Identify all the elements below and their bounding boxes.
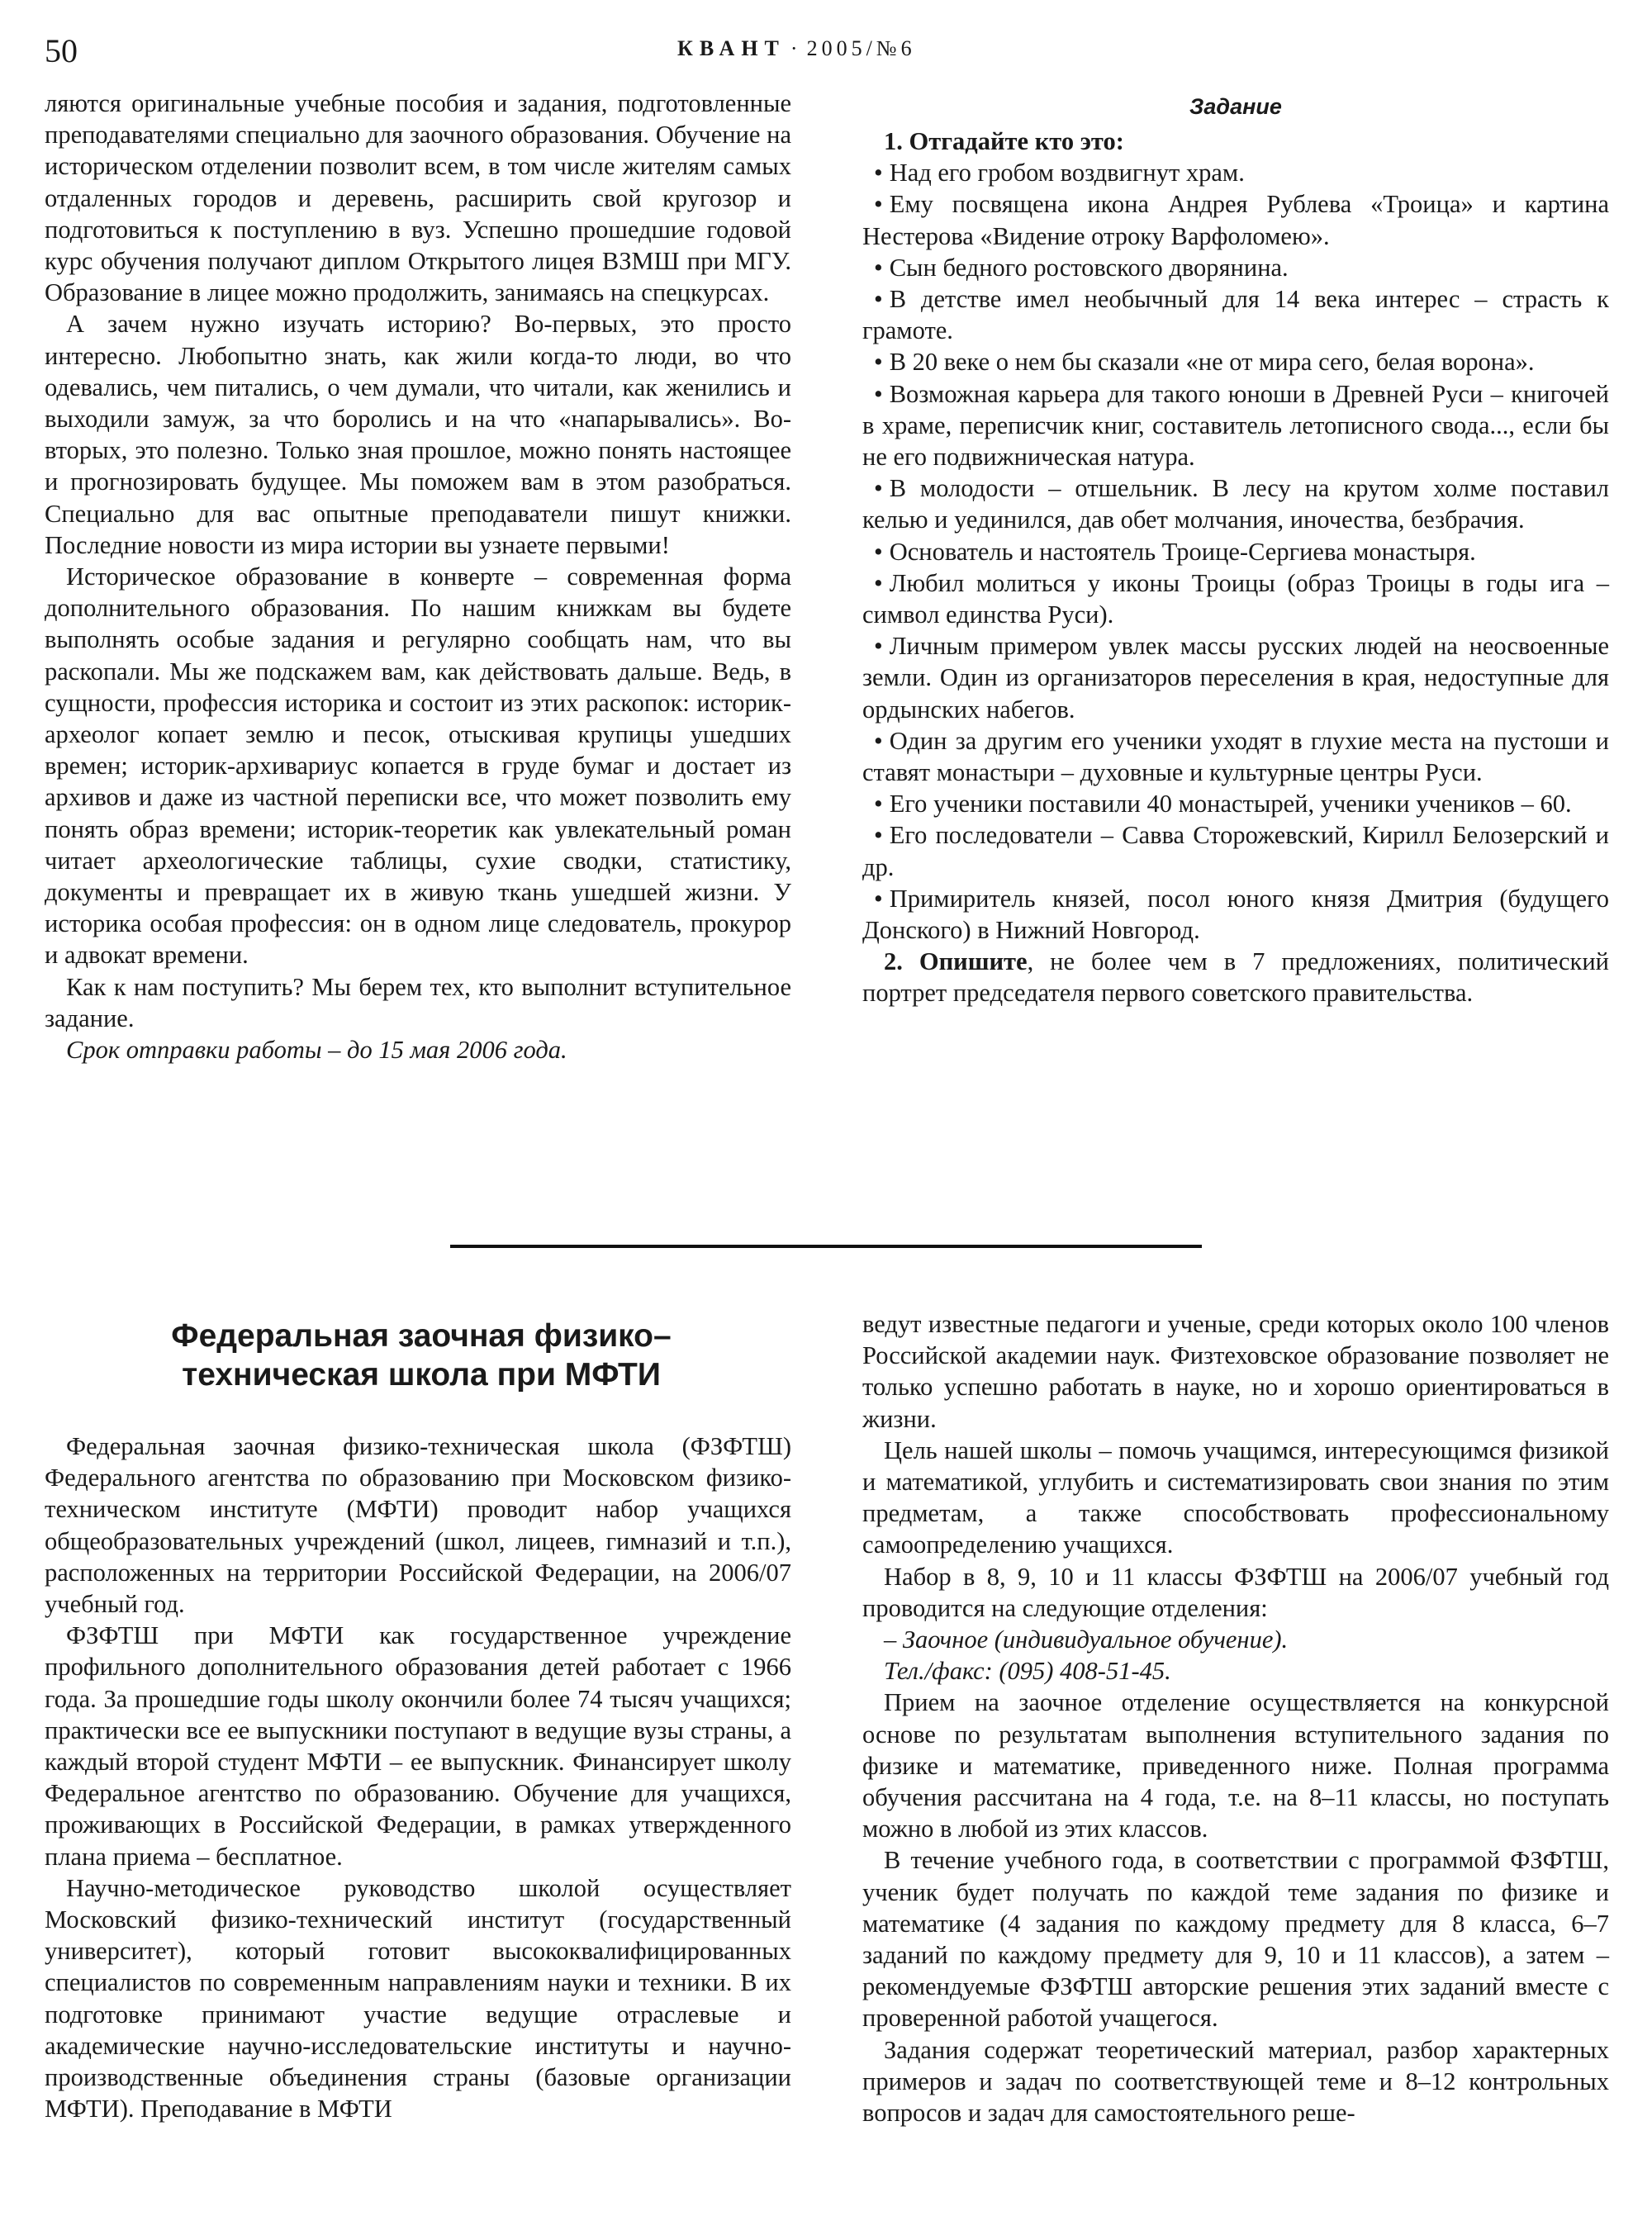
paragraph: ведут известные педагоги и ученые, среди которых около 100 членов Российской академии наук. Физтеховское образование позволяет не только успешно работать в науке, но и хорошо ориентироваться в жизни. xyxy=(862,1310,1609,1433)
issue-number: 2005/№6 xyxy=(806,36,916,60)
header-separator: · xyxy=(790,36,802,60)
clue-item: • Личным примером увлек массы русских людей на неосвоенные земли. Один из организаторов переселения в края, недоступные для ордынских набегов. xyxy=(862,632,1609,724)
bullet-icon: • xyxy=(874,790,883,819)
magazine-name: КВАНТ xyxy=(677,36,786,60)
paragraph: Историческое образование в конверте – современная форма дополнительного образования. По нашим книжкам вы будете выполнять особые задания и регулярно сообщать нам, что вы раскопали. Мы же подскажем вам, как действовать дальше. Ведь, в сущности, профессия историка и состоит из этих раскопок: историк-археолог копает землю и песок, отыскивая крупицы ушедших времен; историк-архивариус копается в груде бумаг и достает из архивов и даже из частной переписки все, что может позволить ему понять образ времени; историк-теоретик как увлекательный роман читает археологические таблицы, сухие сводки, статистику, документы и превращает их в живую ткань ушедшей жизни. У историка особая профессия: он в одном лице следователь, прокурор и адвокат времени. xyxy=(45,562,791,970)
paragraph: Как к нам поступить? Мы берем тех, кто выполнит вступительное задание. xyxy=(45,972,791,1032)
paragraph: Федеральная заочная физико-техническая школа (ФЗФТШ) Федерального агентства по образованию при Московском физико-техническом институте (МФТИ) проводит набор учащихся общеобразовательных учреждений (школ, лицеев, гимназий и т.п.), расположенных на территории Российской Федерации, на 2006/07 учебный год. xyxy=(45,1432,791,1619)
bullet-icon: • xyxy=(874,726,883,755)
page-number: 50 xyxy=(45,32,78,69)
clue-item: • Возможная карьера для такого юноши в Древней Руси – книгочей в храме, переписчик книг, составитель летописного свода..., если бы не его подвижническая натура. xyxy=(862,379,1609,472)
clue-item: • Любил молиться у иконы Троицы (образ Троицы в годы ига – символ единства Руси). xyxy=(862,568,1609,629)
article-title: Федеральная заочная физико– техническая школа при МФТИ xyxy=(171,1318,672,1393)
paragraph: А зачем нужно изучать историю? Во-первых, это просто интересно. Любопытно знать, как жили когда-то люди, во что одевались, чем питались, о чем думали, что читали, как женились и выходили замуж, за что боролись и на что «напарывались». Во-вторых, это полезно. Только зная прошлое, можно понять настоящее и прогнозировать будущее. Мы поможем вам в этом разобраться. Специально для вас опытные преподаватели пишут книжки. Последние новости из мира истории вы узнаете первыми! xyxy=(45,310,791,559)
clue-item: • Основатель и настоятель Троице-Сергиева монастыря. xyxy=(874,537,1476,566)
paragraph: В течение учебного года, в соответствии с программой ФЗФТШ, ученик будет получать по каждой теме задания по физике и математике (4 задания по каждому предмету для 8 класса, 6–7 заданий по каждому предмету для 9, 10 и 11 классов), а затем – рекомендуемые ФЗФТШ авторские решения этих заданий вместе с проверенной работой учащегося. xyxy=(862,1846,1609,2033)
bullet-icon: • xyxy=(874,348,883,377)
clue-list xyxy=(862,157,1609,946)
paragraph: Научно-методическое руководство школой осуществляет Московский физико-технический институт (государственный университет), который готовит высококвалифицированных специалистов по современным направлениям науки и техники. В их подготовке принимают участие ведущие отраслевые и академические научно-исследовательские институты и научно-производственные объединения страны (базовые организации МФТИ). Преподавание в МФТИ xyxy=(45,1873,791,2123)
bullet-icon: • xyxy=(874,568,883,597)
clue-item: • В детстве имел необычный для 14 века интерес – страсть к грамоте. xyxy=(862,285,1609,345)
clue-item: • Сын бедного ростовского дворянина. xyxy=(874,253,1289,282)
clue-item: • В молодости – отшельник. В лесу на крутом холме поставил келью и уединился, дав обет молчания, иночества, безбрачия. xyxy=(862,474,1609,534)
running-header xyxy=(677,36,916,61)
history-column xyxy=(45,88,791,1065)
clue-item: • Ему посвящена икона Андрея Рублева «Троица» и картина Нестерова «Видение отроку Варфоломею». xyxy=(862,190,1609,250)
paragraph: Цель нашей школы – помочь учащимся, интересующимся физикой и математикой, углубить и систематизировать свои знания по этим предметам, а также способствовать профессиональному самоопределению учащихся. xyxy=(862,1435,1609,1559)
clue-item: • Его ученики поставили 40 монастырей, ученики учеников – 60. xyxy=(874,790,1572,819)
task-heading: Задание xyxy=(1189,94,1282,119)
bullet-icon: • xyxy=(874,884,883,913)
section-divider xyxy=(450,1245,1202,1248)
bullet-icon: • xyxy=(874,474,883,503)
paragraph: ФЗФТШ при МФТИ как государственное учреждение профильного дополнительного образования детей работает с 1966 года. За прошедшие годы школу окончили более 74 тысяч учащихся; практически все ее выпускники поступают в ведущие вузы страны, а каждый второй студент МФТИ – ее выпускник. Финансирует школу Федеральное агентство по образованию. Обучение для учащихся, проживающих в Российской Федерации, в рамках утвержденного плана приема – бесплатное. xyxy=(45,1621,791,1871)
task-column xyxy=(862,91,1609,1009)
clue-item: • Один за другим его ученики уходят в глухие места на пустоши и ставят монастыри – духовные и культурные центры Руси. xyxy=(862,726,1609,787)
clue-item: • Над его гробом воздвигнут храм. xyxy=(874,159,1245,187)
question-2-text: , не более чем в 7 предложениях, политический портрет председателя первого советского правительства. xyxy=(862,947,1609,1008)
bullet-icon: • xyxy=(874,379,883,408)
paragraph: Набор в 8, 9, 10 и 11 классы ФЗФТШ на 2006/07 учебный год проводится на следующие отделения: xyxy=(862,1562,1609,1622)
bullet-icon: • xyxy=(874,253,883,282)
clue-item: • В 20 веке о нем бы сказали «не от мира сего, белая ворона». xyxy=(874,348,1535,377)
deadline-note: Срок отправки работы – до 15 мая 2006 года. xyxy=(66,1036,567,1065)
bullet-icon: • xyxy=(874,285,883,314)
bullet-icon: • xyxy=(874,632,883,661)
paragraph: Задания содержат теоретический материал, разбор характерных примеров и задач по соответствующей теме и 8–12 контрольных вопросов и задач для самостоятельного реше- xyxy=(862,2035,1609,2128)
question-2 xyxy=(862,946,1609,1008)
article-right-column xyxy=(862,1308,1609,2128)
bullet-icon: • xyxy=(874,190,883,219)
article-left-column xyxy=(45,1431,791,2124)
question-2-lead: 2. Опишите xyxy=(884,947,1028,976)
paragraph: Прием на заочное отделение осуществляется на конкурсной основе по результатам выполнения вступительного задания по физике и математике, приведенного ниже. Полная программа обучения рассчитана на 4 года, т.е. на 8–11 классы, но поступать можно в любой из этих классов. xyxy=(862,1688,1609,1844)
bullet-icon: • xyxy=(874,159,883,187)
phone-line: Тел./факс: (095) 408-51-45. xyxy=(884,1657,1171,1686)
bullet-icon: • xyxy=(874,821,883,850)
clue-item: • Примиритель князей, посол юного князя Дмитрия (будущего Донского) в Нижний Новгород. xyxy=(862,884,1609,945)
question-1-title: 1. Отгадайте кто это: xyxy=(884,127,1124,155)
department-line: – Заочное (индивидуальное обучение). xyxy=(884,1625,1289,1654)
paragraph: ляются оригинальные учебные пособия и задания, подготовленные преподавателями специально для заочного образования. Обучение на историческом отделении позволит всем, в том числе жителям самых отдаленных городов и деревень, расширить свой кругозор и подготовиться к поступлению в вуз. Успешно прошедшие годовой курс обучения получают диплом Открытого лицея ВЗМШ при МГУ. Образование в лицее можно продолжить, занимаясь на спецкурсах. xyxy=(45,89,791,307)
bullet-icon: • xyxy=(874,537,883,566)
clue-item: • Его последователи – Савва Сторожевский, Кирилл Белозерский и др. xyxy=(862,821,1609,881)
